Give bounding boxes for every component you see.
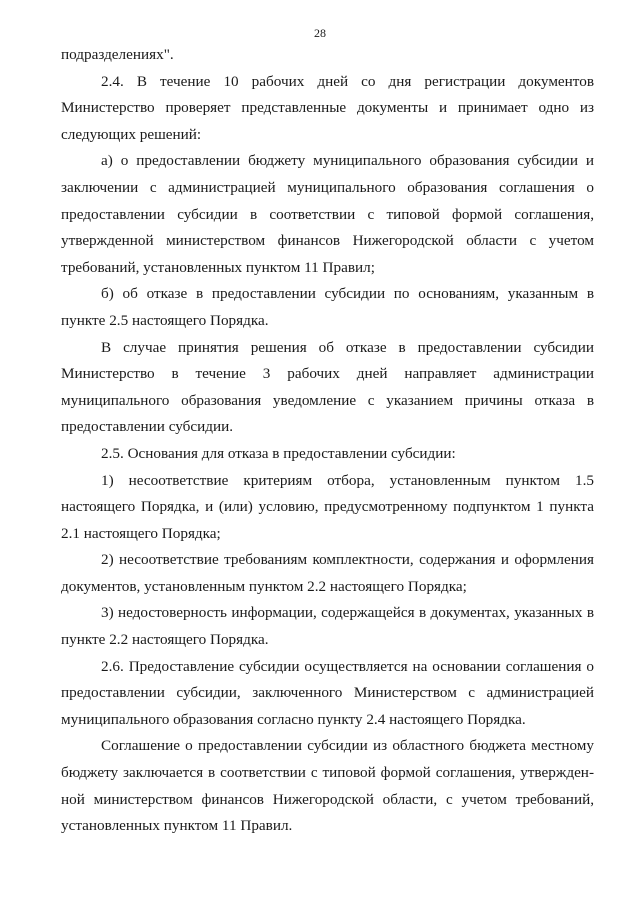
page-number: 28: [314, 26, 326, 40]
paragraph-2-4: 2.4. В течение 10 рабочих дней со дня регистрации документов Министерство проверяет представленные документы и принимает одно из следующих решений:: [61, 72, 594, 143]
paragraph-2-4-b: б) об отказе в предоставлении субсидии по основаниям, указанным в пункте 2.5 настоящего Порядка.: [61, 285, 594, 329]
paragraph-2-4-a: а) о предоставлении бюджету муниципального образования субсидии и заключении с администрацией муниципального образования соглашения о предоставлении субсидии в соответствии с типовой формой соглашения, утвержденной министерством финансов Нижегородской области с учетом требований, установленных пунктом 11 Правил;: [61, 152, 594, 276]
paragraph-2-5-1: 1) несоответствие критериям отбора, установленным пунктом 1.5 настоящего Порядка, и (или) условию, предусмотренному подпунктом 1 пункта 2.1 настоящего Порядка;: [61, 471, 594, 542]
document-body: [61, 42, 594, 840]
paragraph-2-5-3: 3) недостоверность информации, содержащейся в документах, указанных в пункте 2.2 настоящего Порядка.: [61, 604, 594, 649]
paragraph-2-5-2: 2) несоответствие требованиям комплектности, содержания и оформления документов, установленным пунктом 2.2 настоящего Порядка;: [61, 551, 594, 595]
paragraph-2-5: 2.5. Основания для отказа в предоставлении субсидии:: [101, 444, 456, 462]
paragraph-continuation: подразделениях".: [61, 46, 174, 63]
paragraph-agreement: Соглашение о предоставлении субсидии из областного бюджета местному бюджету заключается в соответствии с типовой формой соглашения, утвержденной министерством финансов Нижегородской области, с учетом требований, установленных пунктом 11 Правил.: [61, 737, 594, 835]
paragraph-refusal-notice: В случае принятия решения об отказе в предоставлении субсидии Министерство в течение 3 рабочих дней направляет администрации муниципального образования уведомление с указанием причины отказа в предоставлении субсидии.: [61, 338, 594, 436]
paragraph-2-6: 2.6. Предоставление субсидии осуществляется на основании соглашения о предоставлении субсидии, заключенного Министерством с администрацией муниципального образования согласно пункту 2.4 настоящего Порядка.: [61, 657, 594, 728]
